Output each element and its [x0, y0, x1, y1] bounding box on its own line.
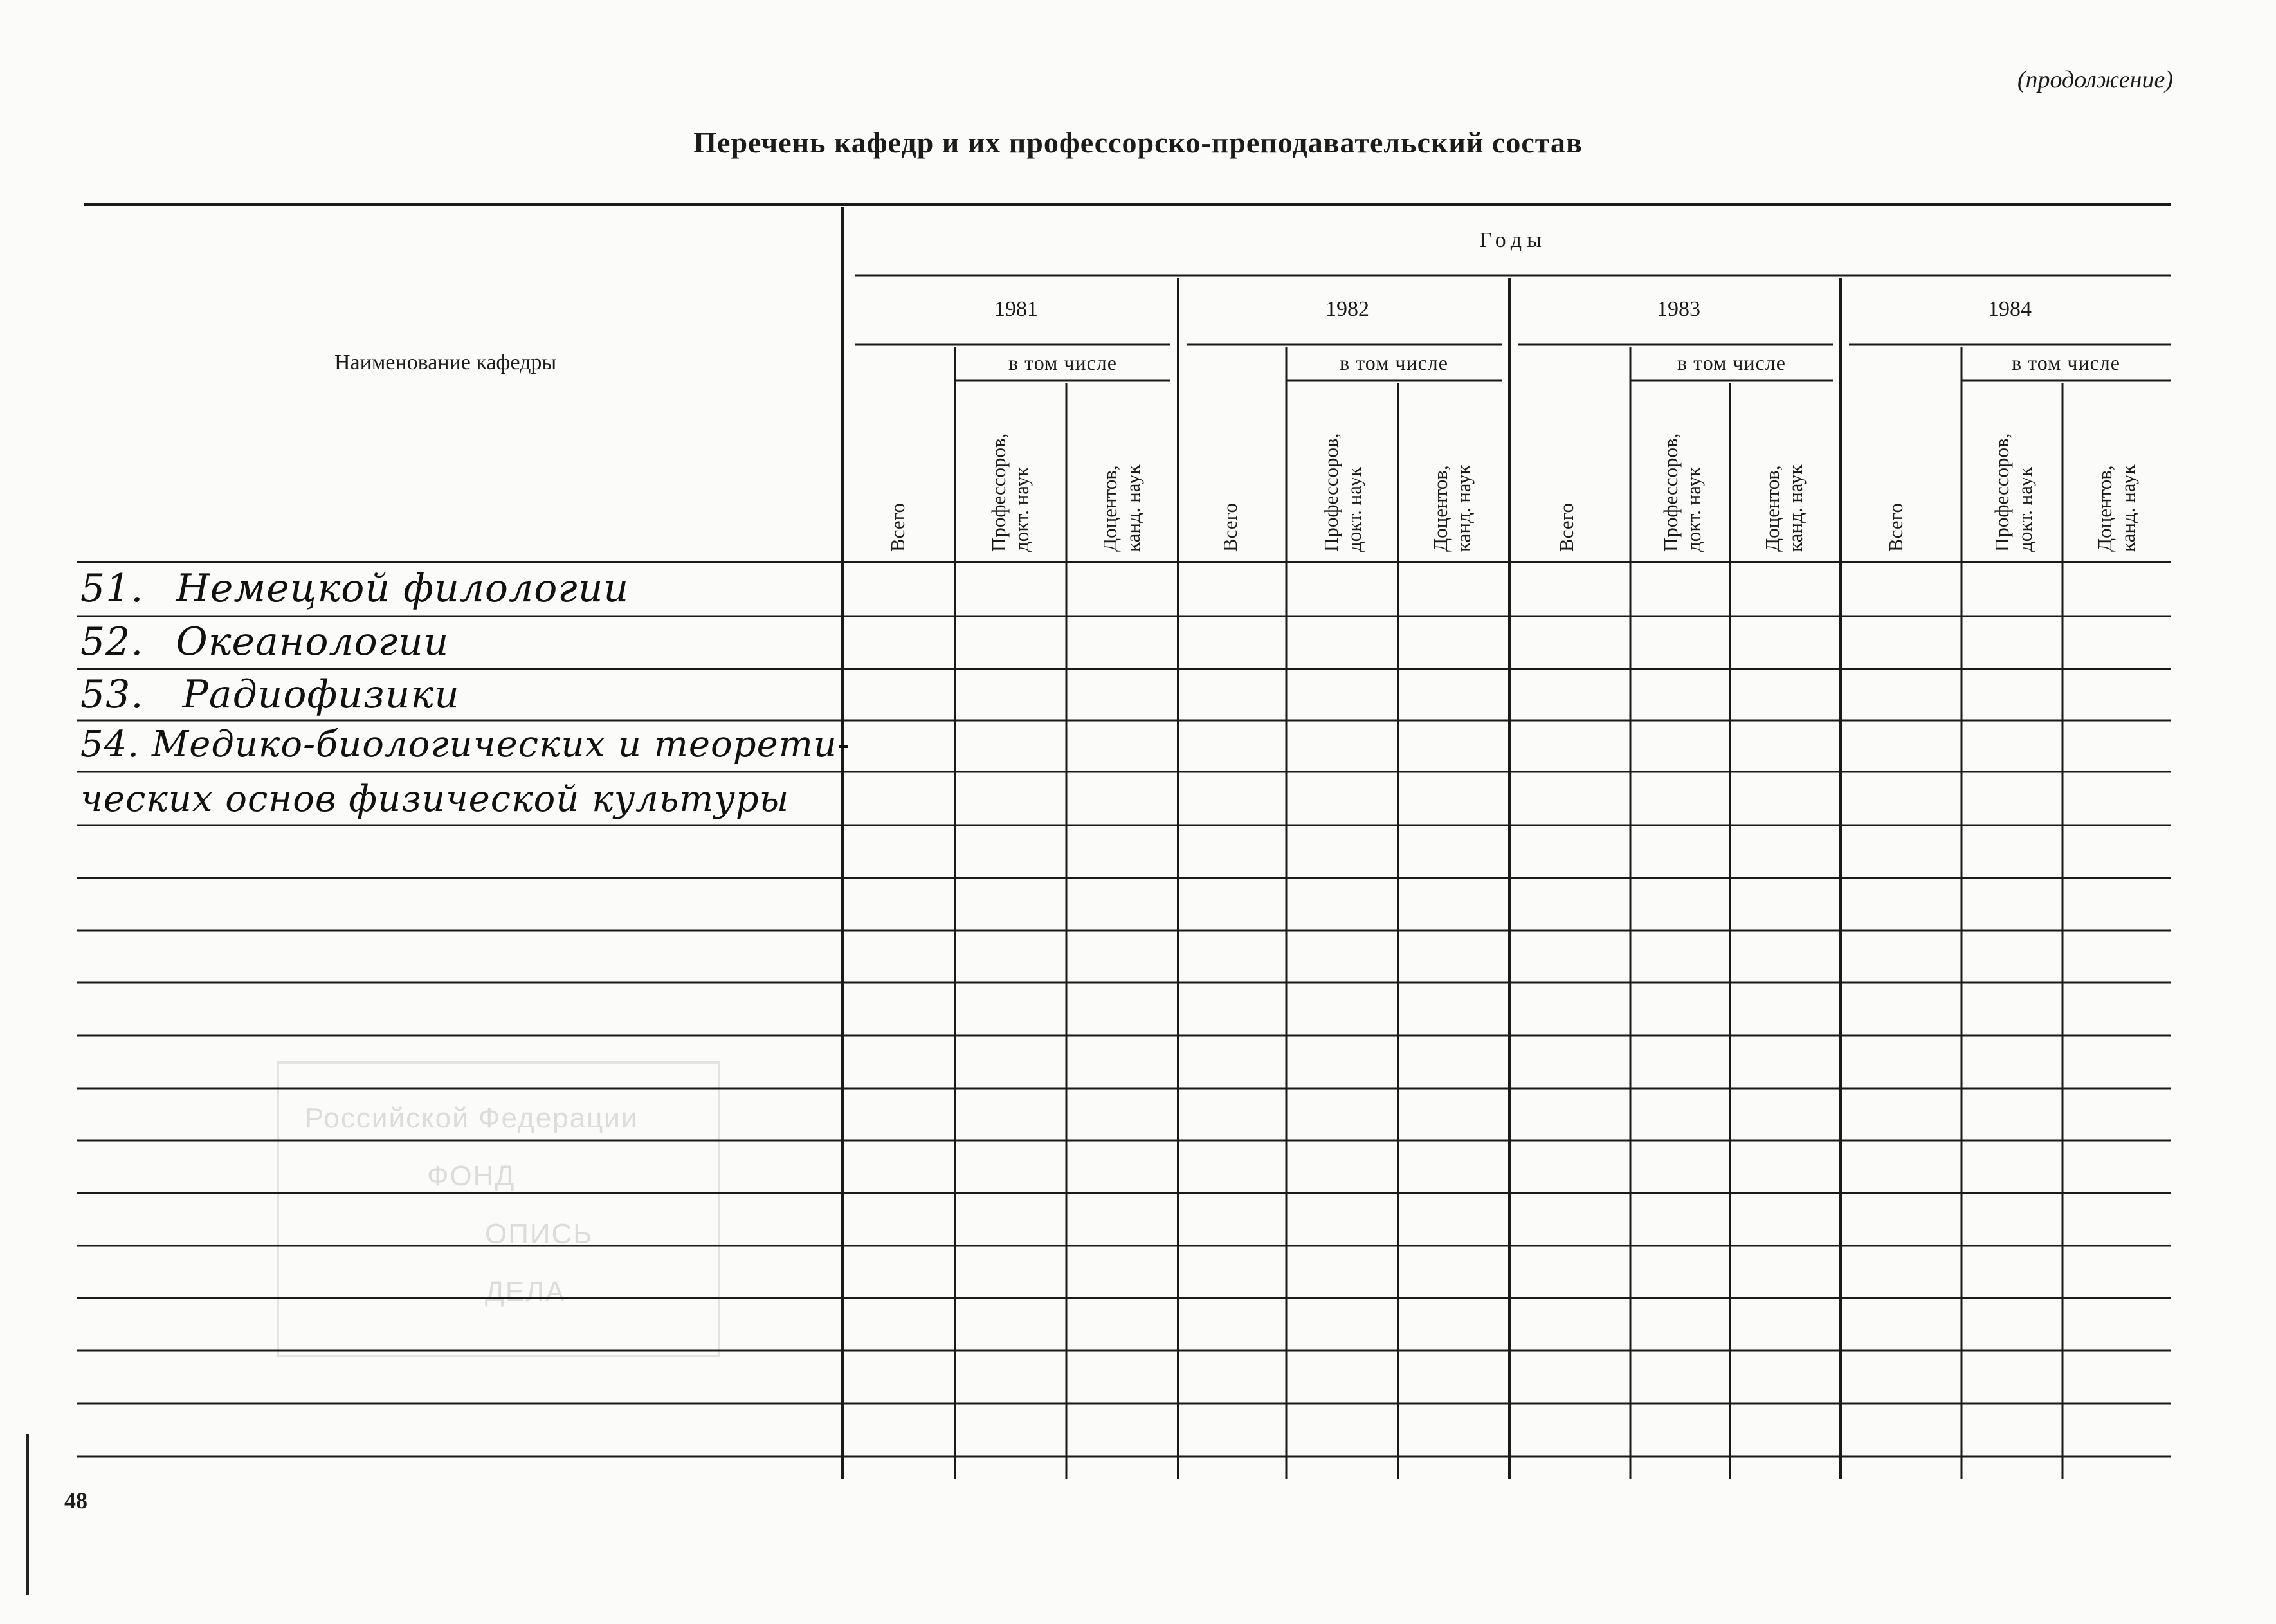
stamp-line: Российской Федерации: [305, 1102, 639, 1134]
department-name: Медико-биологических и теорети-: [151, 724, 850, 765]
department-name: Океанологии: [176, 619, 450, 664]
col-docents: Доцентов, канд. наук: [1429, 464, 1475, 552]
stamp-line: ДЕЛА: [485, 1276, 566, 1308]
row-number: 53.: [80, 672, 144, 717]
col-total: Всего: [1884, 502, 1907, 552]
continuation-note: (продолжение): [2017, 66, 2173, 93]
including-label: в том числе: [1008, 351, 1117, 374]
table-row: [80, 724, 850, 765]
table-row: [80, 566, 629, 611]
table-row: [80, 672, 460, 717]
department-name-header: Наименование кафедры: [334, 351, 557, 374]
col-professors: Профессоров, докт. наук: [1320, 433, 1365, 552]
page-title: Перечень кафедр и их профессорско-преподавательский состав: [693, 126, 1583, 159]
stamp-line: ФОНД: [427, 1160, 516, 1192]
department-name: Немецкой филологии: [176, 566, 629, 611]
including-label: в том числе: [1677, 351, 1786, 374]
including-label: в том числе: [1340, 351, 1448, 374]
col-professors: Профессоров, докт. наук: [1990, 433, 2036, 552]
including-label: в том числе: [2012, 351, 2120, 374]
table-row: [80, 778, 789, 820]
col-docents: Доцентов, канд. наук: [2093, 464, 2139, 552]
col-total: Всего: [1219, 502, 1241, 552]
col-docents: Доцентов, канд. наук: [1098, 464, 1144, 552]
year-1982: 1982: [1325, 297, 1369, 321]
row-number: 52.: [80, 619, 144, 664]
row-number: 54.: [80, 724, 140, 765]
col-professors: Профессоров, докт. наук: [987, 433, 1033, 552]
year-1981: 1981: [994, 297, 1038, 321]
year-1984: 1984: [1988, 297, 2032, 321]
scan-edge-mark: [26, 1434, 29, 1595]
year-1983: 1983: [1657, 297, 1700, 321]
col-total: Всего: [1555, 502, 1578, 552]
col-total: Всего: [886, 502, 909, 552]
department-name: Радиофизики: [182, 672, 460, 717]
col-docents: Доцентов, канд. наук: [1761, 464, 1807, 552]
col-professors: Профессоров, докт. наук: [1659, 433, 1705, 552]
years-header: Годы: [1479, 228, 1547, 252]
page-number: 48: [64, 1488, 87, 1513]
stamp-line: ОПИСЬ: [485, 1218, 594, 1250]
table-row: [80, 619, 449, 664]
row-number: 51.: [80, 566, 144, 611]
department-name: ческих основ физической культуры: [80, 778, 790, 820]
